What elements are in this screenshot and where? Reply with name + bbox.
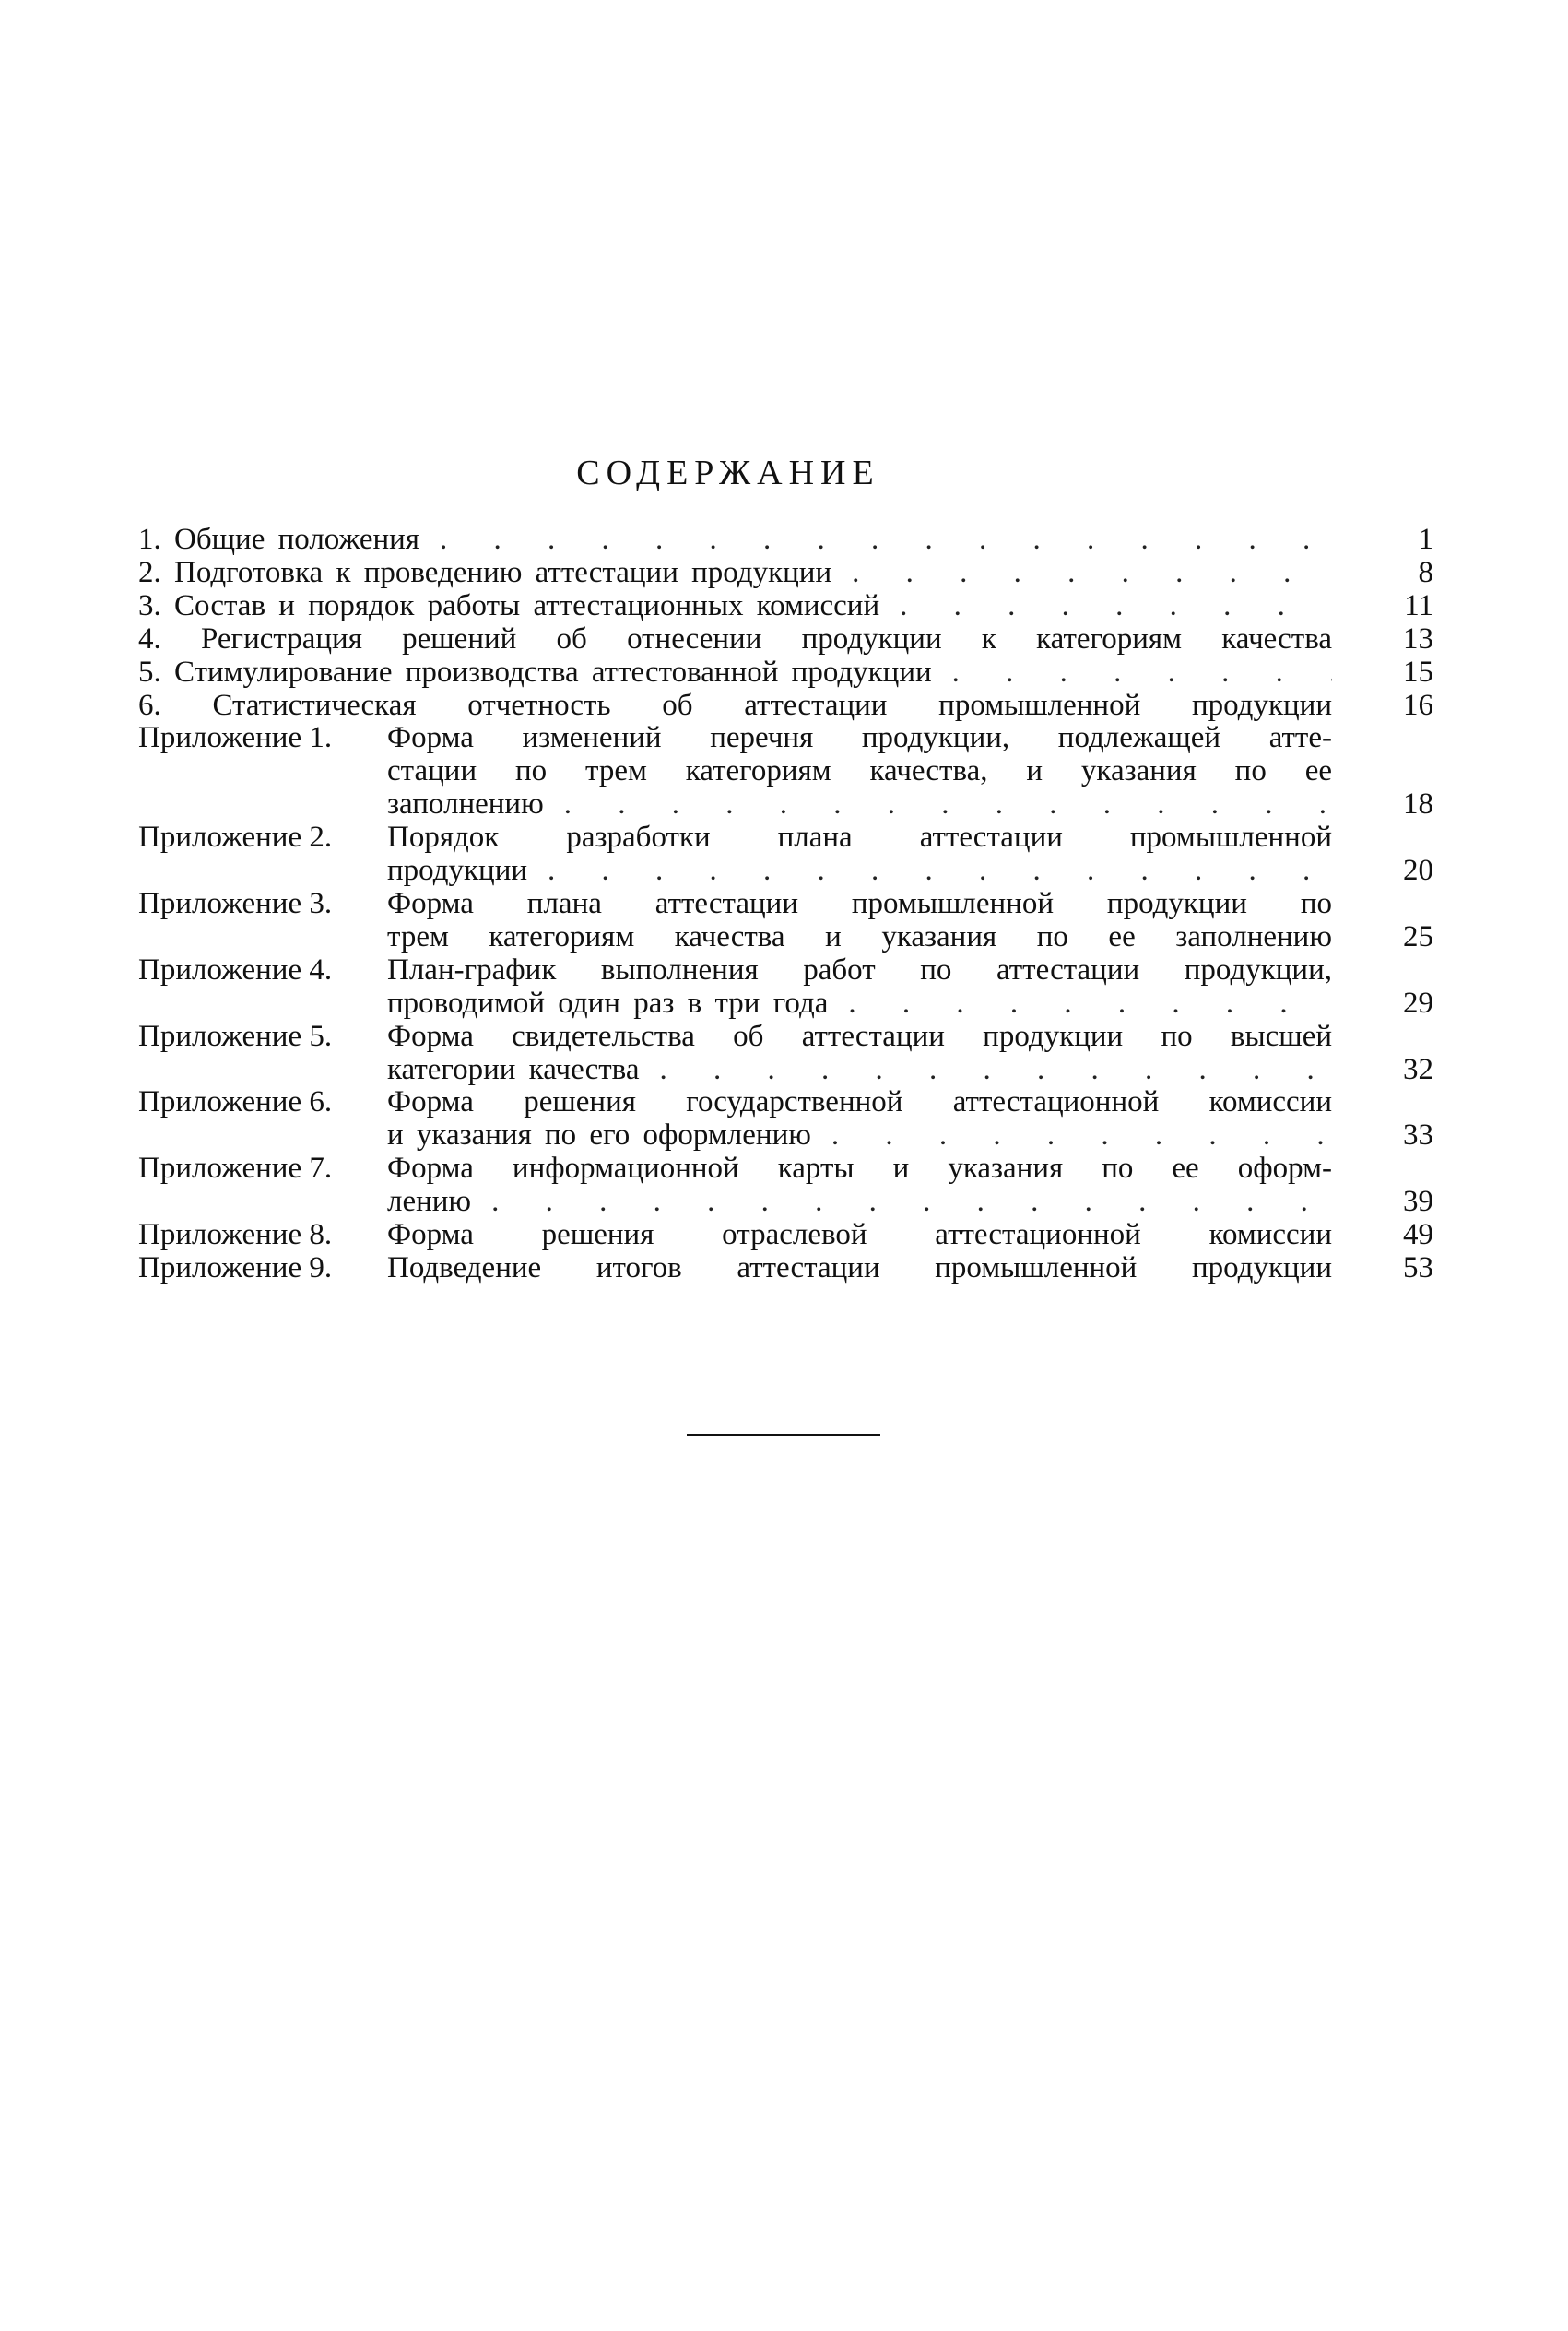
toc-page-number: 16 (1403, 688, 1433, 722)
toc-page-number: 8 (1418, 555, 1433, 589)
toc-entry-body (138, 590, 1433, 623)
toc-entry-text: Форма плана аттестации промышленной продукции по (387, 886, 1332, 920)
toc-entry-prefix: Приложение 4. (138, 953, 333, 987)
toc-entry-text: стации по трем категориям качества, и указания по ее (387, 754, 1332, 788)
toc-entry-line (387, 954, 1433, 988)
toc-entry-body (387, 822, 1433, 888)
toc-entry-prefix: Приложение 2. (138, 821, 333, 855)
toc-entry-line (138, 657, 1433, 690)
toc-entry[interactable] (138, 590, 1433, 623)
toc-page-number: 18 (1403, 787, 1433, 822)
toc-entry-body (387, 1021, 1433, 1087)
toc-entry-text: 1. Общие положения (138, 523, 419, 556)
page-title: СОДЕРЖАНИЕ (576, 454, 880, 492)
table-of-contents (138, 524, 1433, 1285)
toc-entry-line (387, 755, 1433, 788)
toc-entry-text: лению (387, 1185, 472, 1219)
toc-entry-text: 6. Статистическая отчетность об аттестации промышленной продукции (138, 688, 1332, 722)
toc-entry-prefix: Приложение 7. (138, 1152, 333, 1186)
dot-leader (544, 788, 1332, 822)
toc-entry-body (138, 524, 1433, 557)
toc-entry-line (387, 921, 1433, 954)
toc-page-number: 13 (1403, 621, 1433, 656)
toc-entry-line (387, 988, 1433, 1021)
toc-entry[interactable] (138, 954, 1433, 1021)
toc-entry-text: продукции (387, 854, 528, 888)
toc-entry[interactable] (138, 1252, 1433, 1285)
toc-entry-text: 4. Регистрация решений об отнесении продукции к категориям качества (138, 621, 1332, 656)
dot-leader (932, 657, 1332, 690)
toc-entry-body (387, 888, 1433, 954)
toc-entry-line (387, 1252, 1433, 1285)
toc-entry-line (387, 1153, 1433, 1186)
toc-entry-text: Форма информационной карты и указания по ее оформ- (387, 1152, 1332, 1186)
toc-page-number: 49 (1403, 1218, 1433, 1252)
dot-leader (527, 855, 1332, 888)
toc-entry-line (138, 590, 1433, 623)
toc-entry-text: 3. Состав и порядок работы аттестационных комиссий (138, 588, 880, 622)
toc-entry-line (387, 1119, 1433, 1153)
dot-leader (419, 524, 1332, 557)
toc-page-number: 1 (1418, 523, 1433, 556)
toc-entry-text: категории качества (387, 1052, 640, 1086)
toc-page-number: 32 (1403, 1052, 1433, 1086)
toc-entry-line (138, 623, 1433, 657)
toc-entry[interactable] (138, 524, 1433, 557)
separator-rule (687, 1434, 880, 1436)
toc-entry-body (387, 1219, 1433, 1252)
toc-entry-text: Подведение итогов аттестации промышленной продукции (387, 1250, 1332, 1284)
toc-entry-text: Порядок разработки плана аттестации промышленной (387, 821, 1332, 855)
dot-leader (811, 1119, 1332, 1153)
toc-page-number: 25 (1403, 919, 1433, 953)
toc-page-number: 53 (1403, 1250, 1433, 1284)
toc-entry-prefix: Приложение 9. (138, 1250, 333, 1284)
toc-entry-text: и указания по его оформлению (387, 1118, 811, 1153)
toc-entry-line (387, 722, 1433, 755)
toc-entry-prefix: Приложение 1. (138, 721, 333, 755)
toc-entry[interactable] (138, 657, 1433, 690)
toc-entry-prefix: Приложение 8. (138, 1218, 333, 1252)
toc-page-number: 11 (1404, 588, 1433, 622)
toc-entry-line (387, 822, 1433, 855)
toc-entry-line (138, 524, 1433, 557)
toc-entry-prefix: Приложение 3. (138, 886, 333, 920)
toc-entry-body (138, 690, 1433, 723)
toc-entry-line (387, 1086, 1433, 1119)
toc-page-number: 33 (1403, 1118, 1433, 1153)
toc-entry-body (387, 722, 1433, 822)
toc-entry-text: План-график выполнения работ по аттестации продукции, (387, 953, 1332, 987)
toc-entry-body (138, 557, 1433, 590)
toc-entry-body (138, 657, 1433, 690)
dot-leader (471, 1186, 1332, 1219)
toc-entry-line (387, 1186, 1433, 1219)
toc-entry-line (387, 1054, 1433, 1087)
toc-entry[interactable] (138, 690, 1433, 723)
toc-entry-text: трем категориям качества и указания по ее заполнению (387, 919, 1332, 953)
toc-entry[interactable] (138, 722, 1433, 822)
dot-leader (879, 590, 1332, 623)
toc-entry-text: 5. Стимулирование производства аттестованной продукции (138, 655, 932, 689)
toc-entry-line (138, 557, 1433, 590)
toc-entry-text: проводимой один раз в три года (387, 986, 829, 1020)
toc-entry-prefix: Приложение 5. (138, 1019, 333, 1053)
toc-entry-line (387, 855, 1433, 888)
toc-page-number: 29 (1403, 986, 1433, 1020)
dot-leader (831, 557, 1332, 590)
toc-entry-body (138, 623, 1433, 657)
toc-page-number: 20 (1403, 854, 1433, 888)
toc-entry[interactable] (138, 1021, 1433, 1087)
toc-entry-text: Форма изменений перечня продукции, подлежащей атте- (387, 721, 1332, 755)
toc-entry-prefix: Приложение 6. (138, 1085, 333, 1119)
toc-entry[interactable] (138, 1219, 1433, 1252)
dot-leader (639, 1054, 1332, 1087)
toc-entry-line (387, 888, 1433, 921)
toc-entry-line (387, 1219, 1433, 1252)
dot-leader (828, 988, 1332, 1021)
toc-page-number: 39 (1403, 1185, 1433, 1219)
toc-entry-text: Форма решения государственной аттестационной комиссии (387, 1085, 1332, 1119)
toc-entry[interactable] (138, 888, 1433, 954)
toc-entry-line (387, 788, 1433, 822)
toc-entry[interactable] (138, 822, 1433, 888)
toc-entry-body (387, 1252, 1433, 1285)
toc-entry-text: заполнению (387, 787, 544, 822)
toc-entry-text: Форма свидетельства об аттестации продукции по высшей (387, 1019, 1332, 1053)
toc-entry-line (138, 690, 1433, 723)
toc-entry-body (387, 1153, 1433, 1219)
toc-page-number: 15 (1403, 655, 1433, 689)
toc-entry[interactable] (138, 1153, 1433, 1219)
toc-entry-line (387, 1021, 1433, 1054)
toc-entry-text: 2. Подготовка к проведению аттестации продукции (138, 555, 832, 589)
toc-entry[interactable] (138, 557, 1433, 590)
toc-entry-body (387, 1086, 1433, 1153)
toc-entry-body (387, 954, 1433, 1021)
toc-entry-text: Форма решения отраслевой аттестационной комиссии (387, 1218, 1332, 1252)
toc-entry[interactable] (138, 1086, 1433, 1153)
toc-entry[interactable] (138, 623, 1433, 657)
